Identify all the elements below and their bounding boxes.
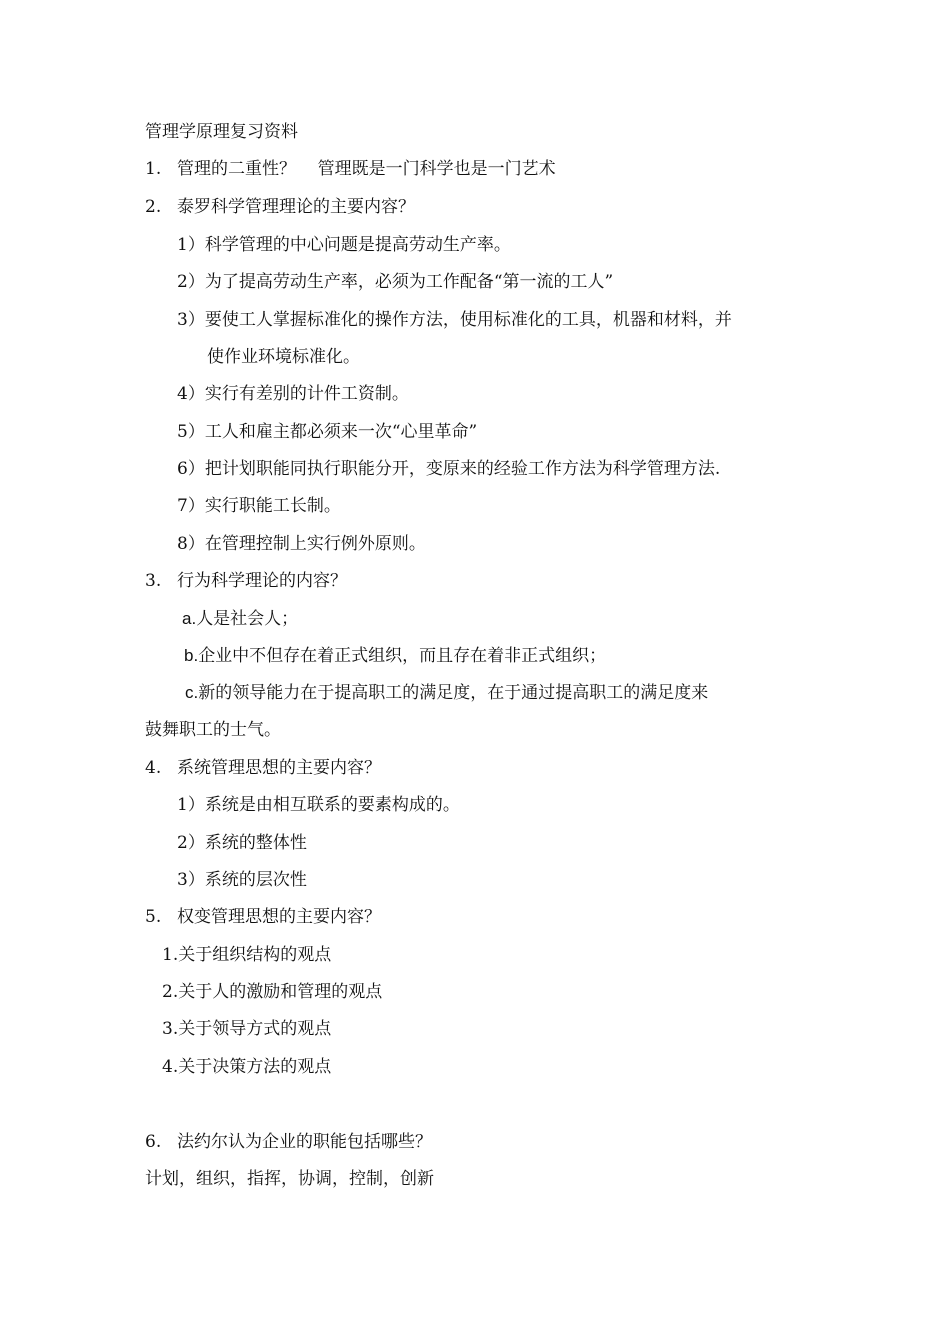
q4-item-2: 2）系统的整体性 xyxy=(177,833,307,853)
q3-item-c-mark: c. xyxy=(185,683,199,702)
question-1-text: 管理的二重性？ 管理既是一门科学也是一门艺术 xyxy=(177,159,556,179)
question-3-text: 行为科学理论的内容？ xyxy=(177,571,347,591)
q6-answer: 计划，组织，指挥，协调，控制，创新 xyxy=(145,1169,434,1189)
q3-item-b-mark: b. xyxy=(184,646,199,665)
question-6 xyxy=(145,1131,432,1153)
question-1-number: 1. xyxy=(145,159,162,179)
question-2-text: 泰罗科学管理理论的主要内容？ xyxy=(177,197,415,217)
question-4-number: 4. xyxy=(145,758,162,778)
q3-item-c-cont: 鼓舞职工的士气。 xyxy=(145,720,281,740)
question-3 xyxy=(145,570,347,592)
q2-item-6: 6）把计划职能同执行职能分开，变原来的经验工作方法为科学管理方法. xyxy=(177,459,721,479)
q2-item-7: 7）实行职能工长制。 xyxy=(177,496,341,516)
question-4 xyxy=(145,757,381,779)
q2-item-2: 2）为了提高劳动生产率，必须为工作配备“第一流的工人” xyxy=(177,272,614,292)
q3-item-b xyxy=(184,645,606,667)
q3-item-a-text: 人是社会人； xyxy=(196,609,299,629)
question-5-number: 5. xyxy=(145,907,162,927)
q3-item-a xyxy=(182,608,298,630)
question-4-text: 系统管理思想的主要内容？ xyxy=(177,758,381,778)
q3-item-b-text: 企业中不但存在着正式组织，而且存在着非正式组织； xyxy=(198,646,607,666)
question-3-number: 3. xyxy=(145,571,162,591)
question-5 xyxy=(145,906,381,928)
q4-item-3: 3）系统的层次性 xyxy=(177,870,307,890)
question-1 xyxy=(145,158,556,180)
q2-item-1: 1）科学管理的中心问题是提高劳动生产率。 xyxy=(177,235,511,255)
question-2-number: 2. xyxy=(145,197,162,217)
q5-item-2: 2.关于人的激励和管理的观点 xyxy=(162,982,383,1002)
q4-item-1: 1）系统是由相互联系的要素构成的。 xyxy=(177,795,460,815)
q3-item-c-text: 新的领导能力在于提高职工的满足度，在于通过提高职工的满足度来 xyxy=(198,683,709,703)
q3-item-a-mark: a. xyxy=(182,609,197,628)
question-5-text: 权变管理思想的主要内容？ xyxy=(177,907,381,927)
q5-item-4: 4.关于决策方法的观点 xyxy=(162,1057,332,1077)
question-6-text: 法约尔认为企业的职能包括哪些？ xyxy=(177,1132,432,1152)
question-6-number: 6. xyxy=(145,1132,162,1152)
doc-title: 管理学原理复习资料 xyxy=(145,122,298,142)
q5-item-1: 1.关于组织结构的观点 xyxy=(162,945,332,965)
question-2 xyxy=(145,196,415,218)
q5-item-3: 3.关于领导方式的观点 xyxy=(162,1019,332,1039)
q3-item-c xyxy=(185,682,708,704)
q2-item-3-cont: 使作业环境标准化。 xyxy=(207,347,360,367)
q2-item-4: 4）实行有差别的计件工资制。 xyxy=(177,384,409,404)
q2-item-5: 5）工人和雇主都必须来一次“心里革命” xyxy=(177,422,478,442)
q2-item-3: 3）要使工人掌握标准化的操作方法，使用标准化的工具，机器和材料，并 xyxy=(177,310,732,330)
q2-item-8: 8）在管理控制上实行例外原则。 xyxy=(177,534,426,554)
